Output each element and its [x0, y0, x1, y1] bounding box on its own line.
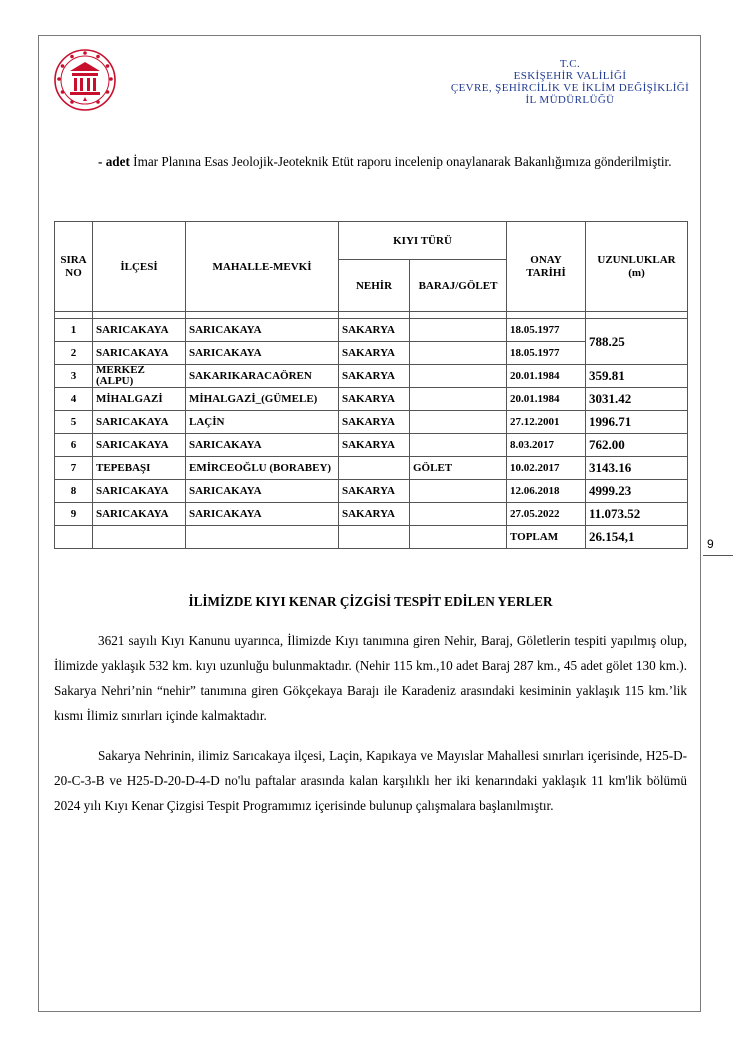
cell-no: 4 — [55, 388, 93, 411]
table-row — [55, 503, 688, 526]
table-row — [55, 411, 688, 434]
cell-baraj — [410, 342, 507, 365]
cell-no: 3 — [55, 365, 93, 388]
header-sira-no: SIRA NO — [55, 222, 93, 312]
paragraph — [54, 628, 687, 728]
cell-no: 1 — [55, 319, 93, 342]
cell-uzunluk: 11.073.52 — [586, 503, 688, 526]
cell-tarih: 10.02.2017 — [507, 457, 586, 480]
intro-text: İmar Planına Esas Jeolojik-Jeoteknik Etüt raporu incelenip onaylanarak Bakanlığımıza gönderilmiştir. — [129, 154, 672, 169]
header-kiyi-turu: KIYI TÜRÜ — [339, 222, 507, 260]
table-row — [55, 319, 688, 342]
cell-nehir: SAKARYA — [339, 503, 410, 526]
cell-ilce: SARICAKAYA — [93, 411, 186, 434]
table-row — [55, 388, 688, 411]
cell-ilce: SARICAKAYA — [93, 434, 186, 457]
cell-baraj — [410, 411, 507, 434]
table-row — [55, 480, 688, 503]
paragraph — [54, 743, 687, 818]
cell-ilce: MERKEZ (ALPU) — [93, 365, 186, 388]
cell-nehir: SAKARYA — [339, 434, 410, 457]
cell-uzunluk: 762.00 — [586, 434, 688, 457]
page-number: 9 — [707, 537, 714, 551]
cell-baraj — [410, 503, 507, 526]
cell-ilce: TEPEBAŞI — [93, 457, 186, 480]
cell-no: 6 — [55, 434, 93, 457]
cell-mahalle: SAKARIKARACAÖREN — [186, 365, 339, 388]
intro-bold: - adet — [98, 154, 130, 169]
cell-uzunluk: 1996.71 — [586, 411, 688, 434]
cell-baraj — [410, 434, 507, 457]
cell-nehir: SAKARYA — [339, 411, 410, 434]
header-line: T.C. — [559, 58, 581, 70]
intro-paragraph — [54, 150, 687, 173]
cell-mahalle: SARICAKAYA — [186, 503, 339, 526]
cell-ilce: SARICAKAYA — [93, 342, 186, 365]
cell-nehir — [339, 457, 410, 480]
cell-mahalle: LAÇİN — [186, 411, 339, 434]
cell-tarih: 8.03.2017 — [507, 434, 586, 457]
cell-baraj — [410, 319, 507, 342]
cell-nehir: SAKARYA — [339, 342, 410, 365]
cell-nehir: SAKARYA — [339, 365, 410, 388]
institution-header — [420, 58, 720, 106]
total-row — [55, 526, 688, 549]
cell-uzunluk: 788.25 — [586, 319, 688, 365]
cell-mahalle: SARICAKAYA — [186, 480, 339, 503]
paragraph-text: Sakarya Nehrinin, ilimiz Sarıcakaya ilçesi, Laçin, Kapıkaya ve Mayıslar Mahallesi sınırları içerisinde, H25-D-20-C-3-B ve H25-D-20-D-4-D no'lu paftalar arasında kalan karşılıklı her iki kenarındaki yaklaşık 11 km'lik bölümü 2024 yılı Kıyı Kenar Çizgisi Tespit Programımız içerisinde bulunup çalışmalara başlanılmıştır. — [54, 748, 687, 813]
cell-mahalle: SARICAKAYA — [186, 342, 339, 365]
cell-uzunluk: 359.81 — [586, 365, 688, 388]
header-onay-tarihi: ONAY TARİHİ — [507, 222, 586, 312]
cell-ilce: SARICAKAYA — [93, 319, 186, 342]
cell-mahalle: SARICAKAYA — [186, 434, 339, 457]
cell-tarih: 12.06.2018 — [507, 480, 586, 503]
cell-ilce: MİHALGAZİ — [93, 388, 186, 411]
section-title: İLİMİZDE KIYI KENAR ÇİZGİSİ TESPİT EDİLEN YERLER — [188, 594, 553, 609]
cell-tarih: 18.05.1977 — [507, 319, 586, 342]
cell-ilce: SARICAKAYA — [93, 503, 186, 526]
ministry-seal-icon — [52, 47, 118, 113]
table-row — [55, 434, 688, 457]
page-number-rule — [703, 555, 733, 556]
header-line: ÇEVRE, ŞEHİRCİLİK VE İKLİM DEĞİŞİKLİĞİ — [450, 82, 690, 94]
total-value: 26.154,1 — [586, 526, 688, 549]
cell-baraj — [410, 388, 507, 411]
cell-uzunluk: 4999.23 — [586, 480, 688, 503]
cell-nehir: SAKARYA — [339, 319, 410, 342]
cell-nehir: SAKARYA — [339, 480, 410, 503]
cell-mahalle: MİHALGAZİ_(GÜMELE) — [186, 388, 339, 411]
cell-uzunluk: 3143.16 — [586, 457, 688, 480]
header-line: İL MÜDÜRLÜĞÜ — [525, 94, 615, 106]
cell-no: 2 — [55, 342, 93, 365]
cell-uzunluk: 3031.42 — [586, 388, 688, 411]
paragraph-text: 3621 sayılı Kıyı Kanunu uyarınca, İlimizde Kıyı tanımına giren Nehir, Baraj, Göletlerin tespiti yapılmış olup, İlimizde yaklaşık 532 km. kıyı uzunluğu bulunmaktadır. (Nehir 115 km.,10 adet Baraj 287 km., 45 adet gölet 130 km.). Sakarya Nehri’nin “nehir” tanımına giren Gökçekaya Barajı ile Karadeniz arasındaki kesiminin yaklaşık 115 km.’lik kısmı İlimiz sınırları içinde kalmaktadır. — [54, 633, 687, 723]
cell-baraj — [410, 365, 507, 388]
header-uzunluklar: UZUNLUKLAR (m) — [586, 222, 688, 312]
cell-no: 5 — [55, 411, 93, 434]
cell-mahalle: EMİRCEOĞLU (BORABEY) — [186, 457, 339, 480]
table-row — [55, 365, 688, 388]
header-baraj: BARAJ/GÖLET — [410, 260, 507, 312]
cell-baraj: GÖLET — [410, 457, 507, 480]
cell-mahalle: SARICAKAYA — [186, 319, 339, 342]
cell-tarih: 27.05.2022 — [507, 503, 586, 526]
cell-nehir: SAKARYA — [339, 388, 410, 411]
cell-tarih: 20.01.1984 — [507, 388, 586, 411]
cell-tarih: 27.12.2001 — [507, 411, 586, 434]
header-line: ESKİŞEHİR VALİLİĞİ — [513, 70, 627, 82]
header-nehir: NEHİR — [339, 260, 410, 312]
table-row — [55, 457, 688, 480]
cell-no: 8 — [55, 480, 93, 503]
cell-baraj — [410, 480, 507, 503]
header-ilcesi: İLÇESİ — [93, 222, 186, 312]
cell-tarih: 20.01.1984 — [507, 365, 586, 388]
cell-no: 9 — [55, 503, 93, 526]
coastline-table — [54, 221, 688, 549]
header-mahalle: MAHALLE-MEVKİ — [186, 222, 339, 312]
cell-no: 7 — [55, 457, 93, 480]
cell-tarih: 18.05.1977 — [507, 342, 586, 365]
cell-ilce: SARICAKAYA — [93, 480, 186, 503]
total-label: TOPLAM — [507, 526, 586, 549]
